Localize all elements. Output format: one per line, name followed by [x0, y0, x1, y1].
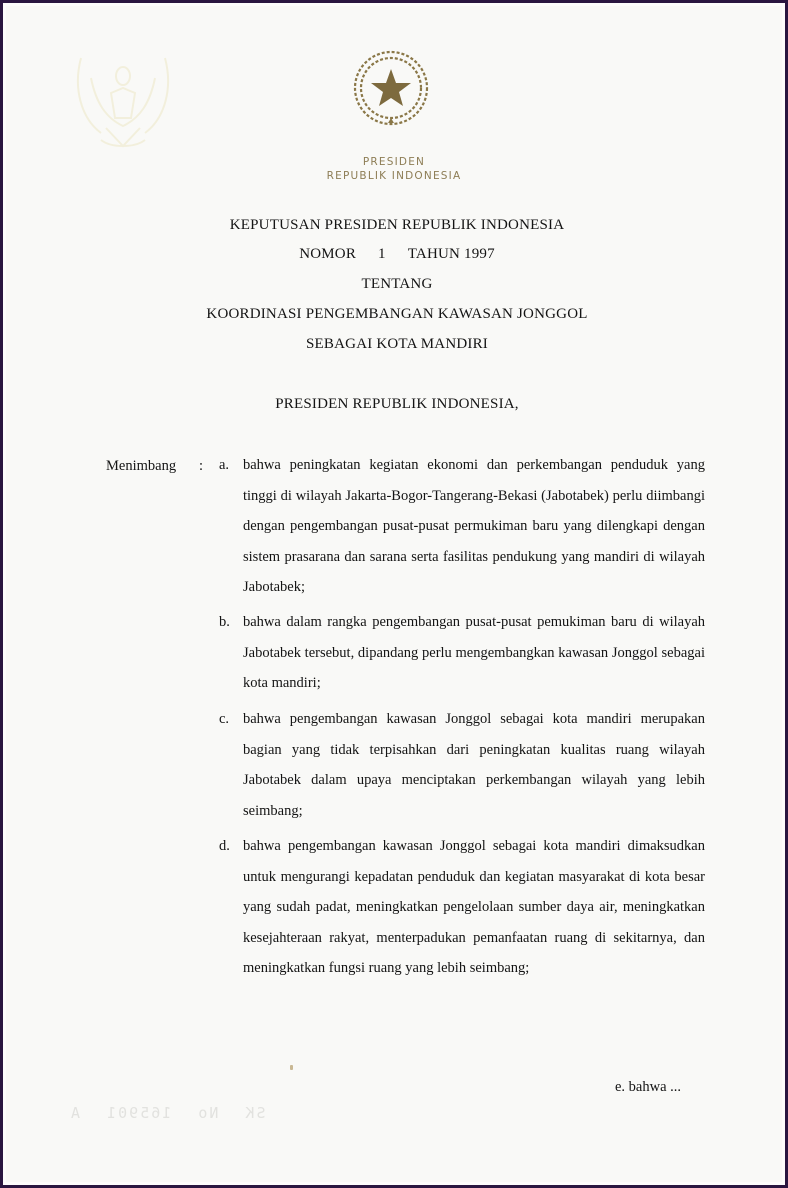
paper-speck: [290, 1065, 293, 1070]
letterhead-line-2: REPUBLIK INDONESIA: [326, 170, 462, 182]
subject-line-2: SEBAGAI KOTA MANDIRI: [306, 336, 488, 352]
clause-text: bahwa peningkatan kegiatan ekonomi dan perkembangan penduduk yang tinggi di wilayah Jakarta-Bogor-Tangerang-Bekasi (Jabotabek) perlu diimbangi dengan pengembangan pusat-pusat permukiman baru yang dilengkapi dengan sistem prasarana dan sarana serta fasilitas pendukung yang mandiri di wilayah Jabotabek;: [243, 457, 705, 595]
clause-c: [219, 704, 705, 826]
tahun-label: TAHUN 1997: [407, 246, 495, 262]
nomor-label: NOMOR: [299, 246, 357, 262]
clause-text: bahwa dalam rangka pengembangan pusat-pusat pemukiman baru di wilayah Jabotabek tersebut, dipandang perlu mengembangkan kawasan Jonggol sebagai kota mandiri;: [243, 614, 705, 691]
menimbang-label: Menimbang: [106, 458, 177, 474]
letterhead-line-1: PRESIDEN: [362, 156, 426, 168]
clause-letter: d.: [219, 838, 230, 854]
menimbang-colon: :: [199, 458, 204, 474]
garuda-watermark-icon: [71, 48, 175, 158]
presidential-emblem-icon: [350, 47, 432, 129]
document-page: [3, 3, 785, 1185]
clause-letter: c.: [219, 711, 230, 727]
clause-text: bahwa pengembangan kawasan Jonggol sebagai kota mandiri dimaksudkan untuk mengurangi kepadatan penduduk dan kegiatan masyarakat di kota besar yang sudah padat, meningkatkan pengelolaan sumber daya air, meningkatkan kesejahteraan rakyat, menterpadukan pemanfaatan ruang di sekitarnya, dan meningkatkan fungsi ruang yang lebih seimbang;: [243, 838, 705, 976]
decree-title: KEPUTUSAN PRESIDEN REPUBLIK INDONESIA: [229, 217, 565, 233]
clause-text: bahwa pengembangan kawasan Jonggol sebagai kota mandiri merupakan bagian yang tidak terpisahkan dari peningkatan kualitas ruang wilayah Jabotabek dalam upaya menciptakan perkembangan wilayah yang lebih seimbang;: [243, 711, 705, 819]
continuation-text: e. bahwa ...: [615, 1079, 682, 1095]
clause-d: [219, 831, 705, 984]
tentang-label: TENTANG: [361, 276, 433, 292]
serial-number-watermark: SK No 165901 A: [69, 1104, 266, 1122]
clause-letter: b.: [219, 614, 230, 630]
issuer-line: PRESIDEN REPUBLIK INDONESIA,: [275, 396, 519, 412]
clause-letter: a.: [219, 457, 230, 473]
subject-line-1: KOORDINASI PENGEMBANGAN KAWASAN JONGGOL: [206, 306, 588, 322]
decree-number-line: [3, 246, 788, 263]
nomor-value: 1: [378, 246, 386, 262]
clause-b: [219, 607, 705, 699]
clause-a: [219, 450, 705, 603]
